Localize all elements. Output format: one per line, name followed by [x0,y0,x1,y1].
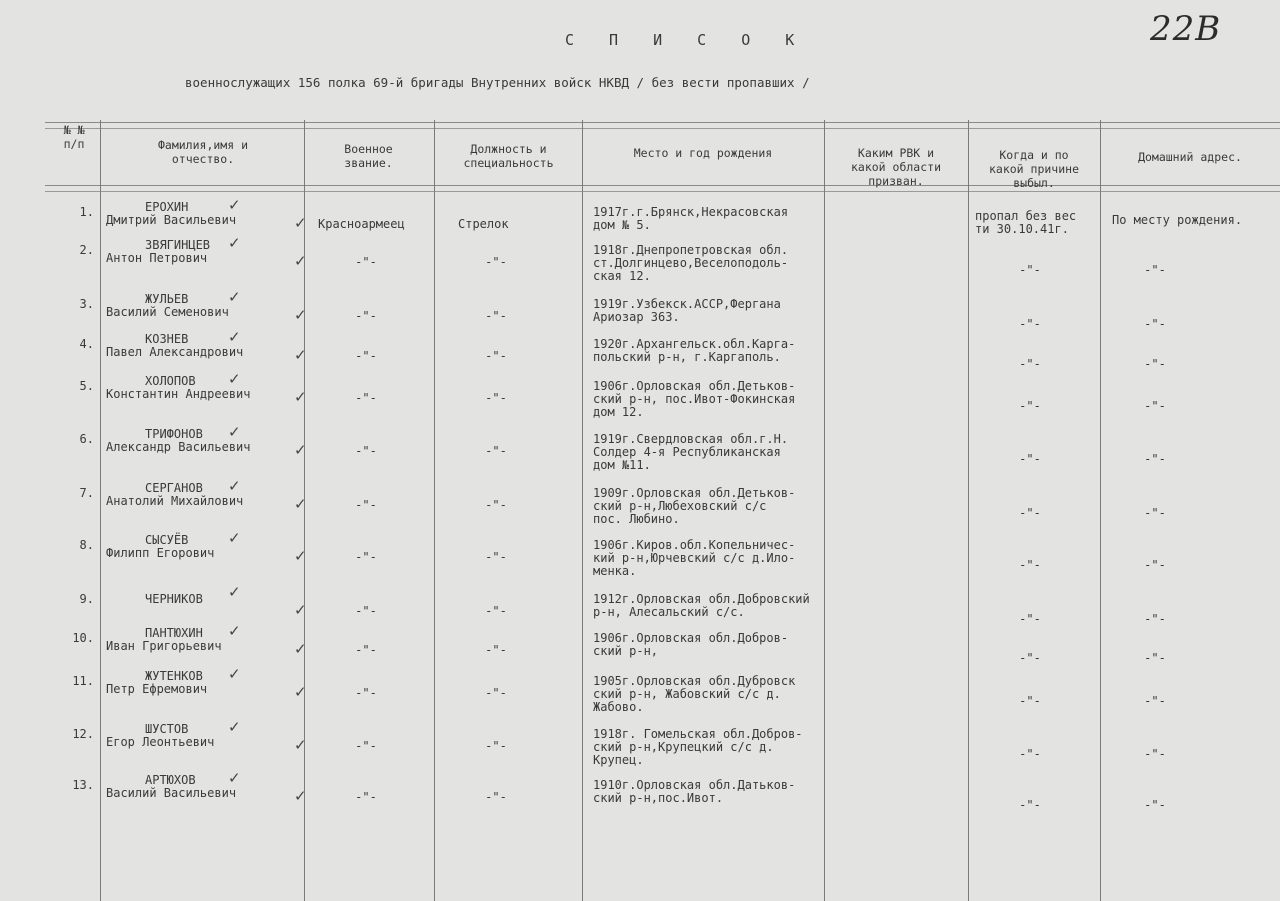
check-mark-icon: ✓ [294,787,307,805]
check-mark-icon: ✓ [228,583,241,601]
check-mark-icon: ✓ [294,388,307,406]
row-position: -"- [485,498,507,512]
table-top-rule [45,122,1280,123]
row-position: -"- [485,255,507,269]
row-dropout: -"- [1019,798,1041,812]
row-dropout: -"- [1019,747,1041,761]
row-rank: -"- [355,309,377,323]
row-given-name: Василий Семенович [106,305,229,319]
col-divider [582,120,583,901]
check-mark-icon: ✓ [294,214,307,232]
row-position: -"- [485,550,507,564]
header-name: Фамилия,имя и отчество. [157,138,248,166]
row-dropout: -"- [1019,263,1041,277]
row-surname: ЖУТЕНКОВ [145,669,203,683]
row-birthplace: дом 12. [593,405,644,419]
row-position: -"- [485,444,507,458]
row-dropout: -"- [1019,694,1041,708]
check-mark-icon: ✓ [294,495,307,513]
row-given-name: Иван Григорьевич [106,639,222,653]
row-number: 7. [79,486,94,500]
row-dropout: -"- [1019,612,1041,626]
check-mark-icon: ✓ [294,346,307,364]
row-address: -"- [1144,612,1166,626]
row-surname: ЕРОХИН [145,200,189,214]
row-birthplace: 1919г.Свердловская обл.г.Н. [593,432,789,446]
row-birthplace: ский р-н, пос.Ивот-Фокинская [593,392,796,406]
row-address: -"- [1144,798,1166,812]
header-bottom-rule-2 [45,191,1280,192]
row-birthplace: Крупец. [593,753,644,767]
row-surname: ХОЛОПОВ [145,374,196,388]
row-dropout: -"- [1019,357,1041,371]
row-surname: СЫСУЁВ [145,533,189,547]
row-position: -"- [485,643,507,657]
document-subtitle: военнослужащих 156 полка 69-й бригады Внутренних войск НКВД / без вести пропавших / [185,75,810,90]
row-rank: -"- [355,444,377,458]
row-birthplace: р-н, Алесальский с/с. [593,605,745,619]
row-dropout: -"- [1019,452,1041,466]
header-birthplace: Место и год рождения [633,146,773,160]
header-address: Домашний адрес. [1138,150,1242,164]
row-birthplace: 1920г.Архангельск.обл.Карга- [593,337,796,351]
row-surname: АРТЮХОВ [145,773,196,787]
check-mark-icon: ✓ [294,736,307,754]
row-rank: -"- [355,349,377,363]
header-position: Должность и специальность [463,142,554,170]
check-mark-icon: ✓ [228,370,241,388]
row-birthplace: 1906г.Киров.обл.Копельничес- [593,538,796,552]
row-number: 5. [79,379,94,393]
row-surname: ШУСТОВ [145,722,189,736]
check-mark-icon: ✓ [228,665,241,683]
row-number: 8. [79,538,94,552]
row-birthplace: дом №11. [593,458,651,472]
check-mark-icon: ✓ [294,601,307,619]
row-rank: -"- [355,604,377,618]
row-rank: Красноармеец [318,217,405,231]
row-birthplace: польский р-н, г.Каргаполь. [593,350,781,364]
row-birthplace: менка. [593,564,637,578]
check-mark-icon: ✓ [294,441,307,459]
row-given-name: Филипп Егорович [106,546,215,560]
row-position: -"- [485,604,507,618]
col-divider [100,120,101,901]
row-birthplace: 1906г.Орловская обл.Детьков- [593,379,796,393]
row-position: -"- [485,349,507,363]
row-surname: ТРИФОНОВ [145,427,203,441]
check-mark-icon: ✓ [228,328,241,346]
row-birthplace: дом № 5. [593,218,651,232]
row-number: 1. [79,205,94,219]
row-number: 9. [79,592,94,606]
check-mark-icon: ✓ [228,622,241,640]
table-top-rule-2 [45,128,1280,129]
row-address: -"- [1144,694,1166,708]
row-dropout: -"- [1019,506,1041,520]
row-given-name: Константин Андреевич [106,387,251,401]
row-address: -"- [1144,747,1166,761]
row-position: -"- [485,686,507,700]
row-birthplace: 1917г.г.Брянск,Некрасовская [593,205,789,219]
row-birthplace: 1906г.Орловская обл.Добров- [593,631,789,645]
row-birthplace: 1918г. Гомельская обл.Добров- [593,727,803,741]
row-birthplace: ский р-н, Жабовский с/с д. [593,687,781,701]
row-birthplace: Ариозар 363. [593,310,680,324]
check-mark-icon: ✓ [294,640,307,658]
row-birthplace: Солдер 4-я Республиканская [593,445,781,459]
row-address: -"- [1144,452,1166,466]
row-given-name: Анатолий Михайлович [106,494,244,508]
row-number: 2. [79,243,94,257]
row-position: -"- [485,391,507,405]
check-mark-icon: ✓ [228,529,241,547]
row-birthplace: ст.Долгинцево,Веселоподоль- [593,256,789,270]
row-birthplace: пос. Любино. [593,512,680,526]
row-birthplace: 1909г.Орловская обл.Детьков- [593,486,796,500]
row-rank: -"- [355,739,377,753]
row-birthplace: Жабово. [593,700,644,714]
row-given-name: Дмитрий Васильевич [106,213,237,227]
row-dropout: ти 30.10.41г. [975,222,1069,236]
check-mark-icon: ✓ [228,477,241,495]
check-mark-icon: ✓ [294,683,307,701]
check-mark-icon: ✓ [294,306,307,324]
row-given-name: Павел Александрович [106,345,244,359]
row-position: -"- [485,790,507,804]
row-dropout: -"- [1019,317,1041,331]
check-mark-icon: ✓ [228,769,241,787]
row-birthplace: ский р-н,Крупецкий с/с д. [593,740,774,754]
row-number: 11. [72,674,94,688]
row-dropout: -"- [1019,399,1041,413]
check-mark-icon: ✓ [228,288,241,306]
row-position: -"- [485,739,507,753]
header-rank: Военное звание. [344,142,393,170]
row-number: 12. [72,727,94,741]
check-mark-icon: ✓ [228,718,241,736]
row-surname: ЖУЛЬЕВ [145,292,189,306]
row-address: -"- [1144,263,1166,277]
row-surname: ПАНТЮХИН [145,626,203,640]
document-title: С П И С О К [565,31,808,49]
row-surname: СЕРГАНОВ [145,481,203,495]
row-rank: -"- [355,790,377,804]
row-position: -"- [485,309,507,323]
row-address: -"- [1144,317,1166,331]
row-given-name: Петр Ефремович [106,682,208,696]
row-address: -"- [1144,558,1166,572]
row-birthplace: ский р-н, [593,644,659,658]
row-dropout: пропал без вес [975,209,1077,223]
row-rank: -"- [355,550,377,564]
check-mark-icon: ✓ [228,423,241,441]
col-divider [824,120,825,901]
row-number: 10. [72,631,94,645]
header-rvk: Каким РВК и какой области призван. [850,146,941,188]
row-given-name: Егор Леонтьевич [106,735,215,749]
check-mark-icon: ✓ [294,547,307,565]
header-num: № № п/п [63,123,85,151]
row-birthplace: ский р-н,пос.Ивот. [593,791,724,805]
row-number: 13. [72,778,94,792]
row-birthplace: ская 12. [593,269,651,283]
row-dropout: -"- [1019,651,1041,665]
check-mark-icon: ✓ [228,234,241,252]
row-position: Стрелок [458,217,509,231]
row-address: -"- [1144,399,1166,413]
row-birthplace: кий р-н,Юрчевский с/с д.Ило- [593,551,796,565]
row-birthplace: 1905г.Орловская обл.Дубровск [593,674,796,688]
row-rank: -"- [355,643,377,657]
header-dropout: Когда и по какой причине выбыл. [988,148,1079,190]
row-birthplace: ский р-н,Любеховский с/с [593,499,767,513]
row-given-name: Василий Васильевич [106,786,237,800]
row-birthplace: 1912г.Орловская обл.Добровский [593,592,810,606]
col-divider [434,120,435,901]
row-surname: ЧЕРНИКОВ [145,592,203,606]
row-given-name: Александр Васильевич [106,440,251,454]
row-birthplace: 1918г.Днепропетровская обл. [593,243,789,257]
row-rank: -"- [355,498,377,512]
row-surname: КОЗНЕВ [145,332,189,346]
col-divider [1100,120,1101,901]
row-address: -"- [1144,651,1166,665]
row-rank: -"- [355,255,377,269]
check-mark-icon: ✓ [228,196,241,214]
row-address: -"- [1144,357,1166,371]
folio-number: 22В [1150,9,1222,49]
check-mark-icon: ✓ [294,252,307,270]
row-rank: -"- [355,391,377,405]
row-birthplace: 1919г.Узбекск.АССР,Фергана [593,297,781,311]
row-address: По месту рождения. [1112,213,1243,227]
row-birthplace: 1910г.Орловская обл.Датьков- [593,778,796,792]
row-rank: -"- [355,686,377,700]
row-surname: ЗВЯГИНЦЕВ [145,238,211,252]
row-given-name: Антон Петрович [106,251,208,265]
col-divider [968,120,969,901]
row-address: -"- [1144,506,1166,520]
row-dropout: -"- [1019,558,1041,572]
row-number: 3. [79,297,94,311]
row-number: 6. [79,432,94,446]
row-number: 4. [79,337,94,351]
